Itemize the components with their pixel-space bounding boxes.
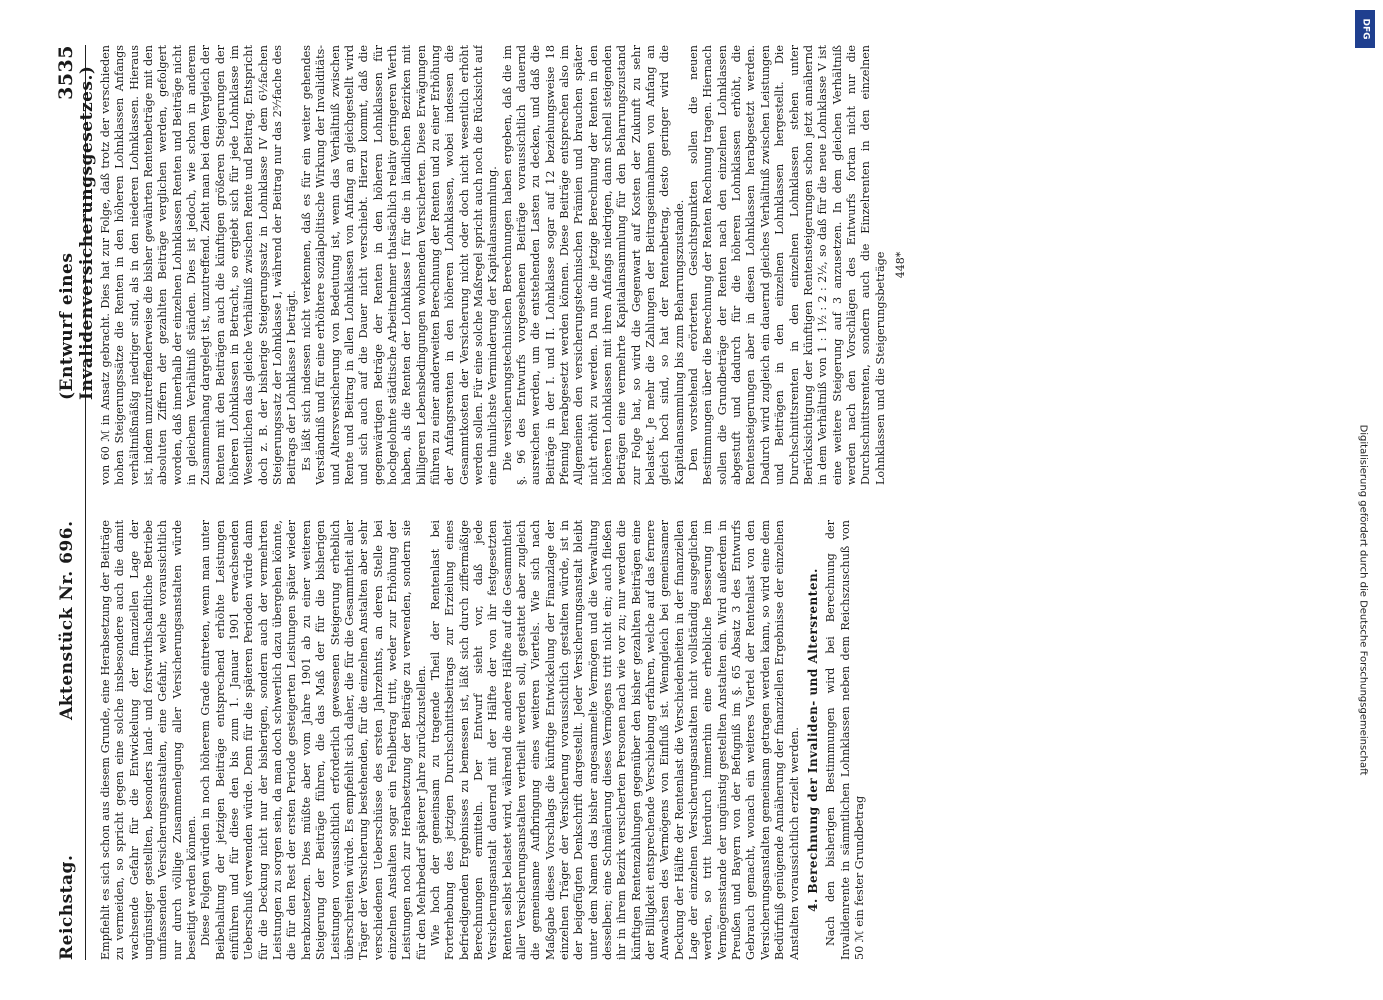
paragraph: Diese Folgen würden in noch höherem Grade eintreten, wenn man unter Beibehaltung der jetzigen Beiträge entsprechend erhöhte Leistungen einführen und für diese den bis zum 1. Januar 1901 erwachsenden Ueberschuß verwenden würde. Denn für die späteren Perioden würde dann für die Deckung nicht nur der bisherigen, sondern auch der vermehrten Leistungen zu sorgen sein, da man doch schwerlich dazu übergehen könnte, die für den Rest der ersten Periode gesteigerten Leistungen später wieder herabzusetzen. Dies müßte aber vom Jahre 1901 ab zu einer weiteren Steigerung der Beiträge führen, die das Maß der für die bisherigen Leistungen voraussichtlich erforderlich gewesenen Steigerung erheblich überschreiten würde. Es empfiehlt sich daher, die für die Gesammtheit aller Träger der Versicherung bestehenden, für die einzelnen Anstalten aber sehr verschiedenen Ueberschüsse des ersten Jahrzehnts, an deren Stelle bei einzelnen Anstalten sogar ein Fehlbetrag tritt, weder zur Erhöhung der Leistungen noch zur Herabsetzung der Beiträge zu verwenden, sondern sie für den Mehrbedarf späterer Jahre zurückzustellen. [199,520,428,960]
dfg-logo-text: DFG [1360,18,1371,40]
paragraph: von 60 ℳ in Ansatz gebracht. Dies hat zur Folge, daß trotz der verschieden hohen Steigerungssätze die Renten in den höheren Lohnklassen Anfangs verhältnißmäßig niedriger sind, als in den niederen Lohnklassen. Hieraus ist, indem unzutreffenderweise die bisher gewährten Rentenbeträge mit den absoluten Ziffern der gezahlten Beiträge verglichen werden, gefolgert worden, daß innerhalb der einzelnen Lohnklassen Renten und Beiträge nicht in gleichem Verhältniß ständen. Dies ist jedoch, wie schon in anderem Zusammenhang dargelegt ist, unzutreffend. Zieht man bei dem Vergleich der Renten mit den Beiträgen auch die künftigen größeren Steigerungen der höheren Lohnklassen in Betracht, so ergiebt sich für jede Lohnklasse im Wesentlichen das gleiche Verhältniß zwischen Rente und Beitrag. Entspricht doch z. B. der bisherige Steigerungssatz in Lohnklasse IV dem 6½fachen Steigerungssatz der Lohnklasse I, während der Beitrag nur das 2⁵⁄₇fache des Beitrags der Lohnklasse I beträgt. [99,45,299,485]
paragraph: Es läßt sich indessen nicht verkennen, daß es für ein weiter gehendes Verständniß und für eine erhöhtere sozialpolitische Wirkung der Invaliditäts- und Altersversicherung von Bedeutung ist, wenn das Verhältniß zwischen Rente und Beitrag in allen Lohnklassen von Anfang an gleichgestellt wird und sich auch auf die Dauer nicht verschiebt. Hierzu kommt, daß die gegenwärtigen Beträge der Renten in den höheren Lohnklassen für hochgelohnte städtische Arbeitnehmer thatsächlich relativ geringeren Werth haben, als die Renten der Lohnklasse I für die in ländlichen Bezirken mit billigeren Lebensbedingungen wohnenden Versicherten. Diese Erwägungen führen zu einer anderweiten Berechnung der Renten und zu einer Erhöhung der Anfangsrenten in den höheren Lohnklassen, wobei indessen die Gesammtkosten der Versicherung nicht oder doch nicht wesentlich erhöht werden sollen. Für eine solche Maßregel spricht auch noch die Rücksicht auf eine thunlichste Verminderung der Kapitalansammlung. [299,45,500,485]
page-header [55,45,97,960]
paragraph: Die versicherungstechnischen Berechnungen haben ergeben, daß die im §. 96 des Entwurfs vorgesehenen Beiträge voraussichtlich dauernd ausreichen werden, um die entstehenden Lasten zu decken, und daß die Beiträge in der I. und II. Lohnklasse sogar auf 12 beziehungsweise 18 Pfennig herabgesetzt werden können. Diese Beiträge entsprechen also im Allgemeinen den versicherungstechnischen Prämien und brauchen später nicht erhöht zu werden. Da nun die jetzige Berechnung der Renten in den höheren Lohnklassen mit ihren Anfangs niedrigen, dann schnell steigenden Beträgen eine vermehrte Kapitalansammlung für den Beharrungszustand zur Folge hat, so wird die Gegenwart auf Kosten der Zukunft zu sehr belastet. Je mehr die Zahlungen der Beitragseinnahmen von Anfang an gleich hoch sind, so hat der Rentenbetrag, desto geringer wird die Kapitalansammlung bis zum Beharrungszustande. [500,45,686,485]
paragraph: Wie hoch der gemeinsam zu tragende Theil der Rentenlast bei Forterhebung des jetzigen Durchschnittsbeitrags zur Erzielung eines befriedigenden Ergebnisses zu bemessen ist, läßt sich durch ziffermäßige Berechnungen ermitteln. Der Entwurf sieht vor, daß jede Versicherungsanstalt dauernd mit der Hälfte der von ihr festgesetzten Renten selbst belastet wird, während die andere Hälfte auf die Gesammtheit aller Versicherungsanstalten vertheilt werden soll, gestattet aber zugleich die gemeinsame Aufbringung eines weiteren Viertels. Wie sich nach Maßgabe dieses Vorschlags die künftige Entwickelung der Finanzlage der einzelnen Träger der Versicherung voraussichtlich gestalten würde, ist in der beigefügten Denkschrift dargestellt. Jeder Versicherungsanstalt bleibt unter dem Namen das bisher angesammelte Vermögen und die Verwaltung desselben; eine Schmälerung dieses Vermögens tritt nicht ein; auch fließen ihr in ihrem Bezirk versicherten Personen nach wie vor zu; nur werden die künftigen Rentenzahlungen gegenüber den bisher gezahlten Beiträgen eine der Billigkeit entsprechende Verschiebung erfahren, welche auf das fernere Anwachsen des Vermögens von Einfluß ist. Wenngleich bei gemeinsamer Deckung der Hälfte der Rentenlast die Verschiedenheiten in der finanziellen Lage der einzelnen Versicherungsanstalten nicht vollständig ausgeglichen werden, so tritt hierdurch immerhin eine erhebliche Besserung im Vermögensstande der ungünstig gestellten Anstalten ein. Wird außerdem in Preußen und Bayern von der Befugniß im §. 65 Absatz 3 des Entwurfs Gebrauch gemacht, wonach ein weiteres Viertel der Rentenlast von den Versicherungsanstalten gemeinsam getragen werden kann, so wird eine dem Bedürfniß genügende Annäherung der finanziellen Ergebnisse der einzelnen Anstalten voraussichtlich erzielt werden. [428,520,801,960]
dfg-logo [1355,10,1375,48]
digitization-credit: Digitalisierung gefördert durch die Deutsche Forschungsgemeinschaft [1357,424,1369,776]
paragraph: Nach den bisherigen Bestimmungen wird bei Berechnung der Invalidenrente in sämmtlichen Lohnklassen neben dem Reichszuschuß von 50 ℳ ein fester Grundbetrag [824,520,866,960]
header-document-number: Aktenstück Nr. 696. [57,520,77,720]
header-title: (Entwurf eines Invalidenversicherungsgesetzes.) [57,65,97,400]
digitization-sidebar [1345,0,1383,1000]
page-number: 3535 [55,45,77,100]
page-content [55,45,1260,960]
header-left: Reichstag. [57,854,77,960]
left-column [99,520,1249,960]
sheet-signature: 448* [893,251,907,279]
paragraph: Den vorstehend erörterten Gesichtspunkten sollen die neuen Bestimmungen über die Berechnung der Renten Rechnung tragen. Hiernach sollen die Grundbeträge der Renten nach den einzelnen Lohnklassen abgestuft und dadurch für die höheren Lohnklassen erhöht, die Rentensteigerungen aber in diesen Lohnklassen herabgesetzt werden. Dadurch wird zugleich ein dauernd gleiches Verhältniß zwischen Leistungen und Beiträgen in den einzelnen Lohnklassen hergestellt. Die Durchschnittsrenten in den einzelnen Lohnklassen stehen unter Berücksichtigung der künftigen Rentensteigerungen schon jetzt annähernd in dem Verhältniß von 1 : 1½ : 2 : 2½, so daß für die neue Lohnklasse V ist eine weitere Steigerung auf 3 anzusetzen. In dem gleichen Verhältniß werden nach den Vorschlägen des Entwurfs fortan nicht nur die Durchschnittsrenten, sondern auch die Einzelrenten in den einzelnen Lohnklassen und die Steigerungsbeträge [687,45,887,485]
paragraph: Empfiehlt es sich schon aus diesem Grunde, eine Herabsetzung der Beiträge zu vermeiden, so spricht gegen eine solche insbesondere auch die damit wachsende Gefahr für die Entwickelung der finanziellen Lage der ungünstiger gestellten, besonders land- und forstwirthschaftliche Betriebe umfassenden Versicherungsanstalten, eine Gefahr, welche voraussichtlich nur durch völlige Zusammenlegung aller Versicherungsanstalten würde beseitigt werden können. [99,520,199,960]
section-heading: 4. Berechnung der Invaliden- und Altersrenten. [805,568,820,912]
right-column [99,45,1249,485]
